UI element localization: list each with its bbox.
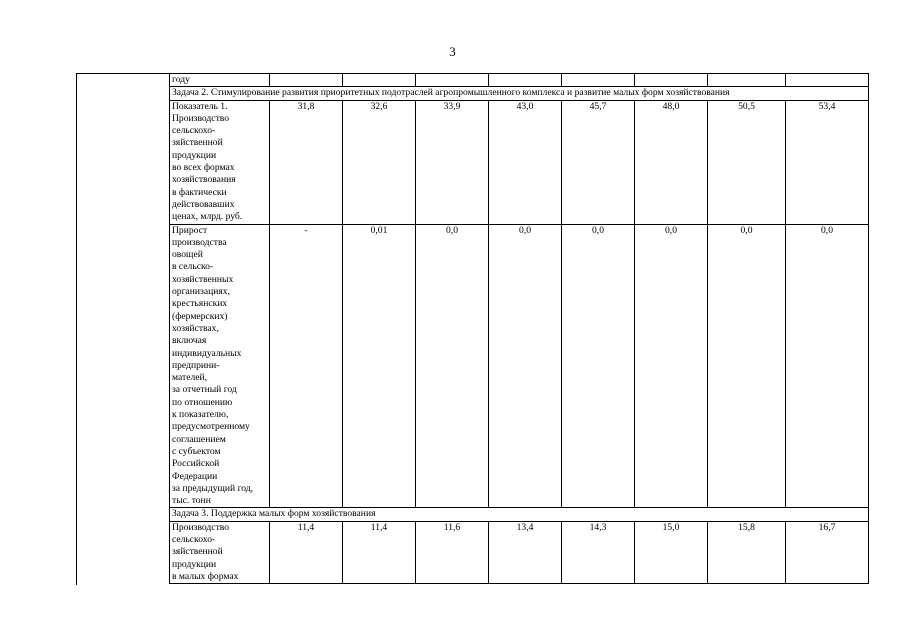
- value-cell: 11,6: [416, 521, 489, 583]
- label-line: Федерации: [172, 470, 218, 482]
- header-continuation-label: году: [170, 74, 270, 87]
- label-line: тыс. тонн: [172, 495, 211, 507]
- label-line: предусмотренному: [172, 421, 250, 433]
- vegetables-label: [170, 224, 270, 508]
- label-line: во всех формах: [172, 162, 235, 174]
- value-cell: 13,4: [489, 521, 562, 583]
- value-cell: 31,8: [270, 100, 343, 224]
- label-line: в малых формах: [172, 570, 239, 582]
- value-cell: 14,3: [562, 521, 635, 583]
- label-line: зяйственной: [172, 137, 223, 149]
- label-line: зяйственной: [172, 546, 223, 558]
- value-cell: 15,0: [635, 521, 708, 583]
- indicator1-label: [170, 100, 270, 224]
- empty-cell: [708, 74, 786, 87]
- indicators-table: [76, 73, 869, 584]
- empty-cell: [343, 74, 416, 87]
- value-cell: 0,01: [343, 224, 416, 508]
- value-cell: 0,0: [786, 224, 869, 508]
- label-line: производства: [172, 236, 227, 248]
- label-line: соглашением: [172, 433, 226, 445]
- label-line: Прирост: [172, 224, 208, 236]
- value-cell: 48,0: [635, 100, 708, 224]
- label-line: в фактически: [172, 186, 227, 198]
- label-line: по отношению: [172, 396, 233, 408]
- value-cell: 11,4: [343, 521, 416, 583]
- header-continuation-row: [77, 74, 869, 87]
- label-line: за отчетный год: [172, 384, 237, 396]
- label-line: хозяйствования: [172, 174, 236, 186]
- label-line: предприни-: [172, 359, 220, 371]
- page-number: 3: [449, 44, 456, 59]
- value-cell: 0,0: [489, 224, 562, 508]
- label-line: в сельско-: [172, 261, 214, 273]
- value-cell: 15,8: [708, 521, 786, 583]
- indicator1-row: [77, 100, 869, 224]
- small-forms-label: [170, 521, 270, 583]
- table-end-row: [77, 584, 869, 585]
- label-line: действовавших: [172, 198, 235, 210]
- empty-cell: [416, 74, 489, 87]
- empty-cell: [635, 74, 708, 87]
- label-line: хозяйственных: [172, 273, 234, 285]
- value-cell: 11,4: [270, 521, 343, 583]
- label-line: (фермерских): [172, 310, 228, 322]
- value-cell: 33,9: [416, 100, 489, 224]
- empty-cell: [489, 74, 562, 87]
- value-cell: 0,0: [708, 224, 786, 508]
- label-line: хозяйствах,: [172, 322, 219, 334]
- label-line: Российской: [172, 458, 220, 470]
- label-line: с субъектом: [172, 445, 221, 457]
- label-line: продукции: [172, 558, 217, 570]
- label-line: продукции: [172, 149, 217, 161]
- label-line: Производство: [172, 112, 230, 124]
- label-line: сельскохо-: [172, 125, 216, 137]
- task3-row: [77, 508, 869, 521]
- label-line: сельскохо-: [172, 533, 216, 545]
- label-line: Показатель 1.: [172, 100, 228, 112]
- left-column-cell: [77, 74, 170, 585]
- label-line: организациях,: [172, 286, 230, 298]
- label-line: мателей,: [172, 372, 208, 384]
- small-forms-row: [77, 521, 869, 583]
- value-cell: 32,6: [343, 100, 416, 224]
- table-end-spacer: [170, 584, 869, 585]
- label-line: за предыдущий год,: [172, 482, 254, 494]
- label-line: к показателю,: [172, 409, 229, 421]
- value-cell: 50,5: [708, 100, 786, 224]
- label-line: индивидуальных: [172, 347, 242, 359]
- label-line: включая: [172, 335, 207, 347]
- value-cell: 45,7: [562, 100, 635, 224]
- task2-row: [77, 87, 869, 100]
- label-line: Производство: [172, 521, 230, 533]
- label-line: крестьянских: [172, 298, 228, 310]
- vegetables-row: [77, 224, 869, 508]
- empty-cell: [270, 74, 343, 87]
- value-cell: 53,4: [786, 100, 869, 224]
- empty-cell: [562, 74, 635, 87]
- label-line: овощей: [172, 249, 203, 261]
- empty-cell: [786, 74, 869, 87]
- value-cell: 43,0: [489, 100, 562, 224]
- value-cell: 0,0: [416, 224, 489, 508]
- value-cell: 0,0: [635, 224, 708, 508]
- value-cell: -: [270, 224, 343, 508]
- label-line: ценах, млрд. руб.: [172, 211, 243, 223]
- value-cell: 0,0: [562, 224, 635, 508]
- task3-title: Задача 3. Поддержка малых форм хозяйствования: [170, 508, 869, 521]
- task2-title: Задача 2. Стимулирование развития приоритетных подотраслей агропромышленного комплекса и развитие малых форм хозяйствования: [170, 87, 869, 100]
- value-cell: 16,7: [786, 521, 869, 583]
